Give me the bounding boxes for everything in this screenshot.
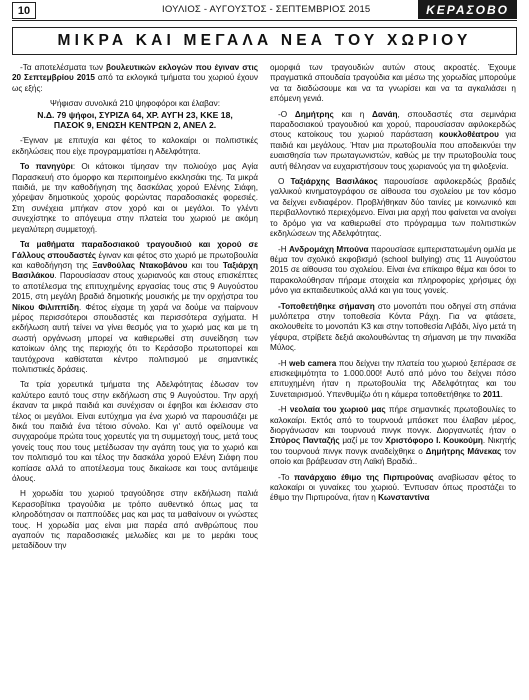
vote-total: Ψήφισαν συνολικά 210 ψηφοφόροι και έλαβαν: (50, 99, 220, 109)
bullying-talk-paragraph: -Η Ανδρομάχη Μπούνα παρουσίασε εμπεριστατωμένη ομιλία με θέμα τον σχολικό εκφοβισμό (school bullying) στις 11 Αυγούστου 2015 σε αίθουσα του σχολείου. Είναι ένα επίκαιρο θέμα και όσοι το παρακολούθησαν πήραμε στοιχεία και πληροφορίες χρήσιμες όχι μόνο για εκπαιδευτικούς αλλά και για τους γονείς. (270, 244, 516, 296)
page-number: 10 (12, 2, 36, 19)
lessons-paragraph: Τα μαθήματα παραδοσιακού τραγουδιού και χορού σε Γάλλους σπουδαστές έγιναν και φέτος στο χωριό με πρωτοβουλία και καθοδήγηση της Ξανθούλας Ντακοβάνου και του Ταξιάρχη Βασιλάκου. Παρουσίασαν στους χωριανούς και στους επισκέπτες το αποτέλεσμα της επιτυχημένης εργασίας τους στις 9 Αυγούστου 2015, στη μεγάλη βραδιά δημοτικής μουσικής με την ορχήστρα του Νίκου Φιλιππίδη. Φέτος είχαμε τη χαρά να δούμε να παίρνουν μέρος περισσότεροι σπουδαστές και περισσότερα σχήματα. Η εκδήλωση αυτή τείνει να γίνει θεσμός για το χωριό μας και με τη σωστή οργάνωση μπορεί να καθιερωθεί στη συνείδηση των κατοίκων όλης της περιοχής ότι το Κεράσοβο πρωτοπορεί και ταυτόχρονα καθίσταται κέντρο πολιτισμού με σημαντικές πολιτιστικές δράσεις. (12, 240, 259, 374)
newspaper-brand: ΚΕΡΑΣΟΒΟ (418, 0, 517, 19)
issue-dateline: ΙΟΥΛΙΟΣ - ΑΥΓΟΥΣΤΟΣ - ΣΕΠΤΕΜΒΡΙΟΣ 2015 (162, 4, 371, 15)
choir-continued: ομορφιά των τραγουδιών αυτών στους ακροατές. Έχουμε πραγματικά σπουδαία τραγούδια και μέσω της χορωδίας μπορούμε να τα διαδώσουμε και να τα γνωρίσει και να τα αγκαλιάσει η επόμενη γενιά. (270, 63, 516, 104)
festival-paragraph: Το πανηγύρι: Οι κάτοικοι τίμησαν την πολιούχο μας Αγία Παρασκευή στο όμορφο και περιποιημένο εκκλησάκι της. Τα μικρά παιδιά, με την καθοδήγηση της δασκάλας χορού Ελένης Σιάφη, χόρεψαν δημοτικούς χορούς φορώντας παραδοσιακές φορεσιές. Στη συνέχεια μπήκαν στον χορό και οι μεγάλοι. Το γλέντι συνεχίστηκε το απόγευμα στην πλατεία του χωριού με ακόμη μεγαλύτερη συμμετοχή. (12, 162, 258, 234)
page-header (12, 0, 517, 21)
web-camera-paragraph: -Η web camera που δείχνει την πλατεία του χωριού ξεπέρασε σε επισκεψιμότητα το 1.000.000! Αυτό από μόνο του δείχνει πόσο επιτυχημένη ήταν η πρωτοβουλία της Αδελφότητας και του Συνεταιρισμού. Υπενθυμίζω ότι η κάμερα τοποθετήθηκε το 2011. (270, 358, 517, 399)
puppet-theatre-paragraph: -Ο Δημήτρης και η Δανάη, σπουδαστές στα σεμινάρια παραδοσιακού τραγουδιού και χορού, παρουσίασαν αφιλοκερδώς στους κατοίκους του χωριού παράσταση κουκλοθέατρου για παιδιά και μεγάλους. Ήταν μια πρωτοβουλία που αποδεικνύει την ευαισθησία των πρωταγωνιστών, καθώς με την πρωτοβουλία τους αυτή θέλησαν να ευχαριστήσουν τους χωριανούς για τη φιλοξενία. (270, 109, 516, 171)
choir-paragraph: Η χορωδία του χωριού τραγούδησε στην εκδήλωση παλιά Κερασοβίτικα τραγούδια με τρόπο αυθεντικό όπως μας τα κληροδότησαν οι παππούδες μας και μας τα μαθαίνουν οι γνώστες τους. Η χορωδία μας είναι μια παρέα από ανθρώπους που αγαπούν τις παραδοσιακές μελωδίες και με το μεράκι τους μεταδίδουν την (12, 489, 258, 551)
election-results (12, 99, 258, 130)
right-column (270, 63, 516, 557)
article-columns (12, 63, 517, 557)
dance-groups-paragraph: Τα τρία χορευτικά τμήματα της Αδελφότητας έδωσαν τον καλύτερο εαυτό τους στην εκδήλωση στις 9 Αυγούστου. Την αρχή έκαναν τα μικρά παιδιά και συνέχισαν οι έφηβοι και έκλεισαν στο τέλος οι μεγάλοι. Είναι ευτύχημα για ένα χωριό να παρουσιάζει με δικά του παιδιά ένα τέτοιο σύνολο. Και γι' αυτό οφείλουμε να συγχαρούμε πρώτα τους χορευτές για τη συμμετοχή τους, μετά τους γονείς τους που τους μετέδωσαν την αγάπη τους για το χωριό και τον πολιτισμό του και τέλος την δασκάλα χορού Ελένη Σιάφη που κοπίασε αλλά το αποτέλεσμα τους δικαίωσε και τους αντάμειψε όλους. (12, 380, 258, 484)
vote-results-line2: ΠΑΣΟΚ 9, ΕΝΩΣΗ ΚΕΝΤΡΩΝ 2, ΑΝΕΛ 2. (53, 120, 217, 131)
events-intro: -Έγιναν με επιτυχία και φέτος το καλοκαίρι οι πολιτιστικές εκδηλώσεις που είχε προγραμματίσει η Αδελφότητα. (12, 136, 258, 156)
election-intro: -Τα αποτελέσματα των βουλευτικών εκλογών που έγιναν στις 20 Σεπτεμβρίου 2015 από τα εκλογικά τμήματα του χωριού έχουν ως εξής: (12, 63, 259, 93)
trail-signage-paragraph: -Τοποθετήθηκε σήμανση στο μονοπάτι που οδηγεί στη σπάνια μυλόπετρα στην τοποθεσία Κόντα Ράχη. Για να φτάσετε, ακολουθείτε το μονοπάτι Κ3 και στην τοποθεσία Λιβάδι, λίγο μετά τη γέφυρα, στρίβετε δεξιά ακολουθώντας τη σήμανση με την πινακίδα Μύλος. (270, 301, 516, 353)
cinema-paragraph: Ο Ταξιάρχης Βασιλάκος παρουσίασε αφιλοκερδώς βραδιές γαλλικού κινηματογράφου σε αίθουσα του σχολείου με τον κόσμο να δείχνει ενδιαφέρον. Προβλήθηκαν δύο ταινίες με κοινωνικό και περιβαλλοντικό περιεχόμενο. Είναι μια αρχή που φαίνεται να ανοίγει το δρόμο για να καθιερωθεί στο πρόγραμμα των πολιτιστικών εκδηλώσεων της Αδελφότητας. (270, 177, 516, 239)
pirpirouna-paragraph: -Το πανάρχαιο έθιμο της Πιρπιρούνας αναβίωσαν φέτος το καλοκαίρι οι γυναίκες του χωριού. Ένπυσαν όπως προστάζει το έθιμο την Πιρπιρούνα, ήταν η Κωνσταντίνα (270, 472, 517, 503)
left-column (12, 63, 258, 557)
vote-results-line1: Ν.Δ. 79 ψήφοι, ΣΥΡΙΖΑ 64, ΧΡ. ΑΥΓΗ 23, ΚΚΕ 18, (37, 109, 233, 120)
article-headline: ΜΙΚΡΑ ΚΑΙ ΜΕΓΑΛΑ ΝΕΑ ΤΟΥ ΧΩΡΙΟΥ (12, 27, 517, 55)
youth-paragraph: -Η νεολαία του χωριού μας πήρε σημαντικές πρωτοβουλίες το καλοκαίρι. Εκτός από το τουρνουά μπάσκετ που έλαβαν μέρος, διοργάνωσαν και τουρνουά πινγκ πονγκ. Διοργανωτές ήταν ο Σπύρος Πανταζής μαζί με τον Χριστόφορο Ι. Κουκούμη. Νικητής του τουρνουά πινγκ πονγκ αναδείχθηκε ο Δημήτρης Μάνεκας τον οποίο και βράβευσαν στη Λαϊκή Βραδιά.. (270, 405, 516, 467)
